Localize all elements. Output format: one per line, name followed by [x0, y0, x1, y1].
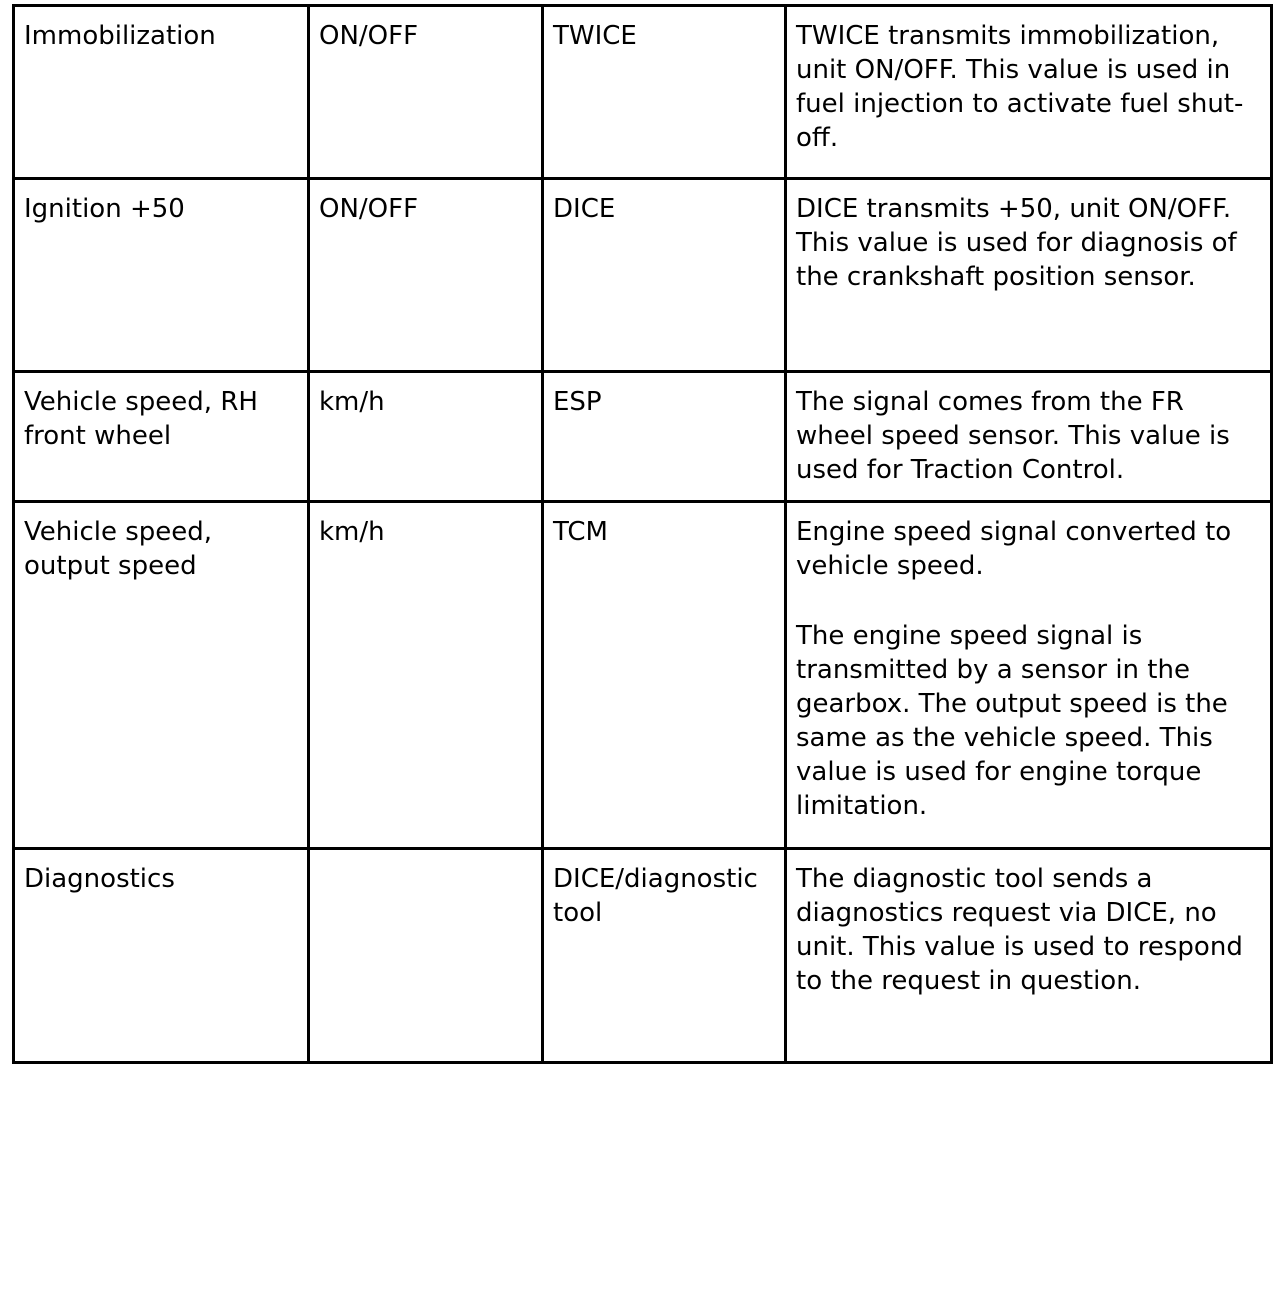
table-row: [14, 372, 1272, 502]
signal-cell: Vehicle speed, output speed: [14, 502, 309, 849]
source-cell: DICE: [543, 179, 786, 372]
unit-cell: ON/OFF: [309, 6, 543, 179]
signal-cell: Vehicle speed, RH front wheel: [14, 372, 309, 502]
description-paragraph: The diagnostic tool sends a diagnostics request via DICE, no unit. This value is used to respond to the request in question.: [796, 864, 1243, 996]
table-row: [14, 502, 1272, 849]
description-cell: [786, 372, 1272, 502]
unit-cell: km/h: [309, 372, 543, 502]
description-cell: [786, 502, 1272, 849]
description-paragraph: The signal comes from the FR wheel speed sensor. This value is used for Traction Control.: [796, 387, 1230, 485]
description-paragraph: DICE transmits +50, unit ON/OFF. This value is used for diagnosis of the crankshaft position sensor.: [796, 194, 1237, 292]
unit-cell: km/h: [309, 502, 543, 849]
description-paragraph: TWICE transmits immobilization, unit ON/OFF. This value is used in fuel injection to activate fuel shut-off.: [796, 21, 1244, 153]
description-cell: [786, 849, 1272, 1063]
source-cell: DICE/diagnostic tool: [543, 849, 786, 1063]
signal-cell: Immobilization: [14, 6, 309, 179]
signal-table: [12, 4, 1273, 1064]
table-row: [14, 179, 1272, 372]
source-cell: TWICE: [543, 6, 786, 179]
description-cell: [786, 179, 1272, 372]
description-paragraph: The engine speed signal is transmitted by a sensor in the gearbox. The output speed is the same as the vehicle speed. This value is used for engine torque limitation.: [796, 621, 1228, 821]
source-cell: TCM: [543, 502, 786, 849]
table-row: [14, 6, 1272, 179]
signal-cell: Ignition +50: [14, 179, 309, 372]
signal-cell: Diagnostics: [14, 849, 309, 1063]
unit-cell: ON/OFF: [309, 179, 543, 372]
source-cell: ESP: [543, 372, 786, 502]
unit-cell: [309, 849, 543, 1063]
description-paragraph: Engine speed signal converted to vehicle speed.: [796, 517, 1232, 581]
table-row: [14, 849, 1272, 1063]
description-cell: [786, 6, 1272, 179]
